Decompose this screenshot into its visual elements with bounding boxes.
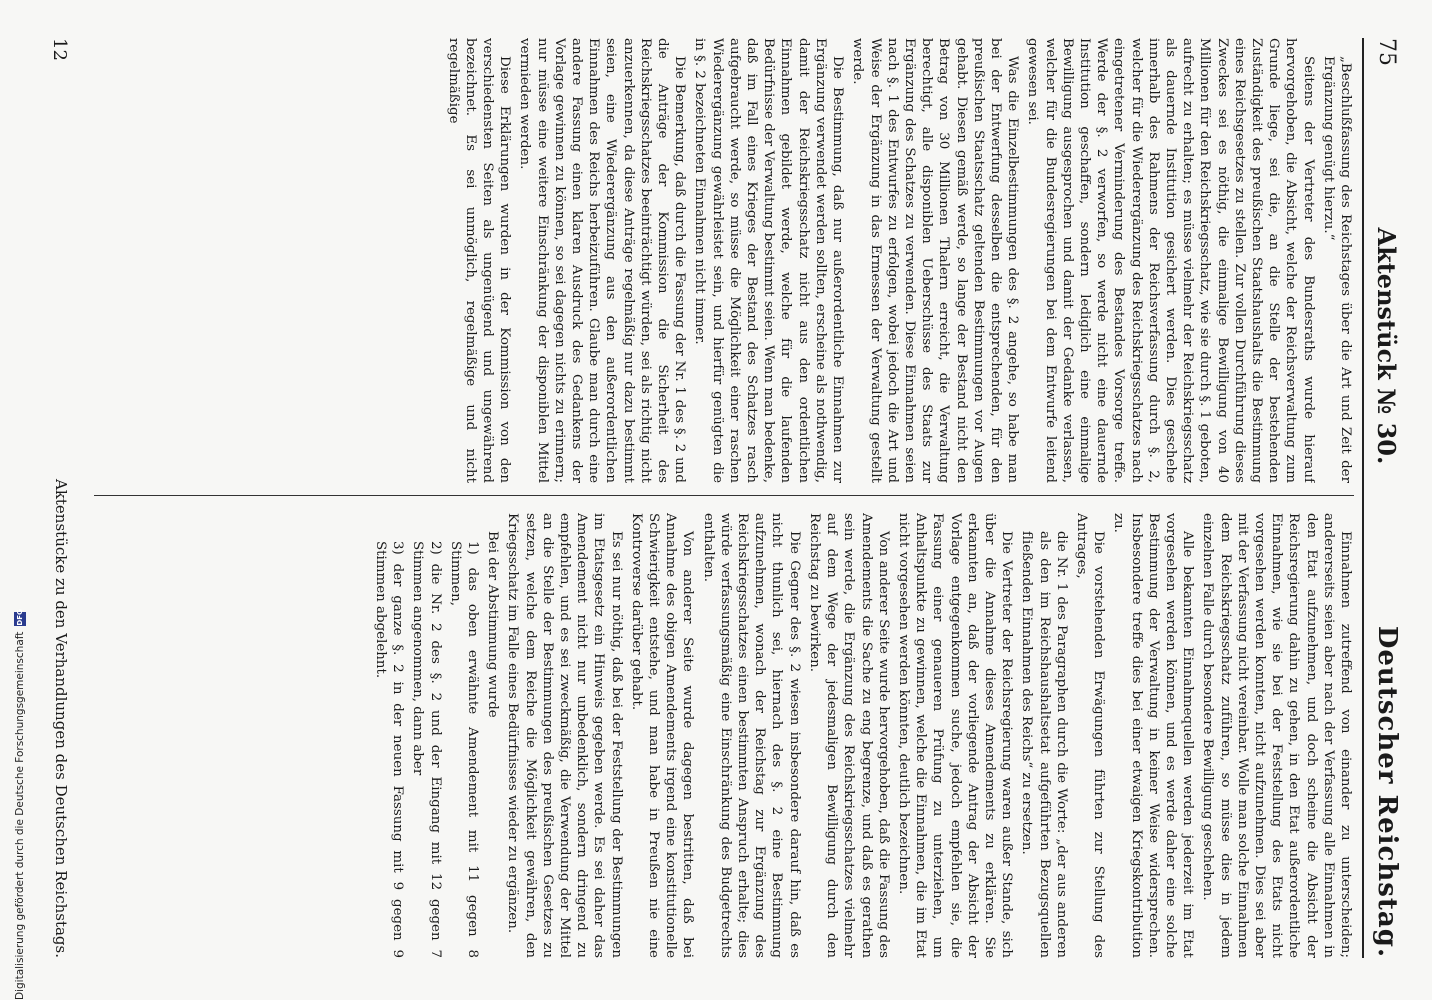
paragraph: Von anderer Seite wurde hervorgehoben, daß die Fassung des Amendements die Sache zu eng begrenze, und daß es gerathen sein werde, die Ergänzung des Reichskriegsschatzes vielmehr auf dem Wege der jedesmaligen Bewilligung durch den Reichstag zu bewirken. [806,513,891,958]
rotated-document-page [20,18,1410,978]
paragraph: Es sei nur nöthig, daß bei der Feststellung der Bestimmungen im Etatsgesetz ein Hinweis gegeben werde. Es sei daher das Amendement nicht nur unbedenklich, sondern dringend zu empfehlen, und es sei zweckmäßig, die Verwendung der Mittel an die Stelle der Bestimmungen des preußischen Gesetzes zu setzen, welche dem Reiche die Möglichkeit gewähren, den Kriegsschatz im Falle eines Bedürfnisses wieder zu ergänzen. [505,513,624,958]
page-number-bottom: 12 [49,38,70,61]
paragraph: Diese Erklärungen wurden in der Kommission von den verschiedensten Seiten als ungenügend und ungewährend bezeichnet. Es sei unmöglich, regelmäßige und nicht regelmäßige [445,38,513,483]
paragraph: Einnahmen zutreffend von einander zu unterscheiden; andererseits seien aber nach der Verfassung alle Einnahmen in den Etat aufzunehmen, und doch scheine die Absicht der Reichsregierung dahin zu gehen, in den Etat außerordentliche Einnahmen, wie sie bei der Feststellung des Etats nicht vorgesehen werden konnten, nicht aufzunehmen. Dies sei aber mit der Verfassung nicht vereinbar. Wolle man solche Einnahmen dem Reichskriegsschatz zuführen, so müsse dies in jedem einzelnen Falle durch besondere Bewilligung geschehen. [1200,513,1353,958]
paragraph: Seitens der Vertreter des Bundesraths wurde hierauf hervorgehoben, die Absicht, welche der Reichsverwaltung zum Grunde liege, sei die, an die Stelle der bestehenden Zuständigkeit des preußischen Staatshaushalts die Bestimmung eines Reichsgesetzes zu stellen. Zur vollen Durchführung dieses Zweckes sei es nöthig, die einmalige Bewilligung von 40 Millionen für den Reichskriegsschatz, wie sie durch §. 1 geboten, aufrecht zu erhalten; es müsse vielmehr der Reichskriegsschatz als dauernde Institution gesichert werden. Dies geschehe innerhalb des Rahmens der Reichsverfassung durch §. 2, welcher für die Wiederergänzung des Reichskriegsschatzes nach eingetretener Verminderung des Bestandes Vorsorge treffe. Werde der §. 2 verworfen, so werde nicht eine dauernde Institution geschaffen, sondern lediglich eine einmalige Bewilligung ausgesprochen und damit der Gedanke verlassen, welcher für die Bundesregierungen bei dem Entwurfe leitend gewesen sei. [1025,38,1316,483]
paragraph: Die Bestimmung, daß nur außerordentliche Einnahmen zur Ergänzung verwendet werden sollten, erscheine als nothwendig, damit der Reichskriegsschatz nicht aus den ordentlichen Einnahmen gebildet werde, welche für die laufenden Bedürfnisse der Verwaltung bestimmt seien. Wenn man bedenke, daß im Fall eines Krieges der Bestand des Schatzes rasch aufgebraucht werde, so müsse die Möglichkeit einer raschen Wiederergänzung gewährleistet sein, und hierfür genügten die in §. 2 bezeichneten Einnahmen nicht immer. [692,38,846,483]
paragraph: „Beschlußfassung des Reichstages über die Art und Zeit der Ergänzung genügt hierzu.“ [1320,56,1353,483]
paragraph: Die Vertreter der Reichsregierung waren außer Stande, sich über die Annahme dieses Amendements zu erklären. Sie erkannten an, daß der vorliegende Antrag der Absicht der Vorlage entgegenkommen suche, jedoch empfehlen sie, die Fassung einer genaueren Prüfung zu unterziehen, um Anhaltspunkte zu gewinnen, welche die Einnahmen, die im Etat nicht vorgesehen werden könnten, deutlich bezeichnen. [895,513,1015,958]
column-divider [94,495,1354,496]
left-column [74,38,1354,483]
page-footer [49,38,70,958]
paragraph: Alle bekannten Einnahmequellen werden jederzeit im Etat vorgesehen werden können, und es werde daher eine solche Bestimmung der Verwaltung in keiner Weise widersprechen. Insbesondere treffe dies bei einer etwaigen Kriegskontribution zu. [1111,513,1196,958]
digitization-note [14,609,26,1000]
paragraph: Die Bemerkung, daß durch die Fassung der Nr. 1 des §. 2 und die Anträge der Kommission die Sicherheit des Reichskriegsschatzes beeinträchtigt würden, sei als richtig nicht anzuerkennen, da diese Anträge regelmäßig nur dazu bestimmt seien, eine Wiederergänzung aus den außerordentlichen Einnahmen des Reichs herbeizuführen. Glaube man durch eine andere Fassung einen klaren Ausdruck des Gedankens der Vorlage gewinnen zu können, so sei dagegen nichts zu erinnern; nur müsse eine weitere Einschränkung der disponiblen Mittel vermieden werden. [517,38,688,483]
paragraph: Die Gegner des §. 2 wiesen insbesondere darauf hin, daß es nicht thunlich sei, hiernach des §. 2 eine Bestimmung aufzunehmen, wonach der Reichstag zur Ergänzung des Reichskriegsschatzes einen bestimmten Anspruch erhalte; dies würde verfassungsmäßig eine Einschränkung des Budgetrechts enthalten. [700,513,802,958]
paragraph: Die vorstehenden Erwägungen führten zur Stellung des Antrages, [1073,513,1107,958]
header-rule [1362,38,1364,958]
page-header [1370,38,1404,958]
vote-item: 1) das oben erwähnte Amendement mit 11 gegen 8 Stimmen, [447,541,481,958]
paragraph: Von anderer Seite wurde dagegen bestritten, daß bei Annahme des obigen Amendements irgend eine konstitutionelle Schwierigkeit entstehe, und man habe in Preußen nie eine Kontroverse darüber gehabt. [628,513,696,958]
journal-title: Deutscher Reichstag. [1372,625,1402,958]
vote-item: 2) die Nr. 2 des §. 2 und der Eingang mit 12 gegen 7 Stimmen angenommen, dann aber [410,541,443,958]
paragraph: die Nr. 1 des Paragraphen durch die Worte: „der aus anderen als den im Reichshaushaltsetat aufgeführten Bezugsquellen fließenden Einnahmen des Reichs“ zu ersetzen. [1019,531,1069,958]
paragraph: Bei der Abstimmung wurde [485,531,501,718]
right-column [74,513,1354,958]
paragraph: Was die Einzelbestimmungen des §. 2 angehe, so habe man bei der Entwerfung desselben die entsprechenden, für den preußischen Staatsschatz geltenden Bestimmungen vor Augen gehabt. Diesen gemäß werde, so lange der Bestand nicht den Betrag von 30 Millionen Thalern erreicht, die Verwaltung berechtigt, alle disponiblen Ueberschüsse des Staats zur Ergänzung des Schatzes zu verwenden. Diese Einnahmen seien nach §. 1 des Entwurfes zu erfolgen, wobei jedoch die Art und Weise der Ergänzung in das Ermessen der Verwaltung gestellt werde. [850,38,1021,483]
page-number-top: 75 [1374,38,1400,66]
dfg-logo: DFG [16,609,24,626]
attachment-number: Aktenstück № 30. [1372,227,1402,465]
vote-item: 3) der ganze §. 2 in der neuen Fassung mit 9 gegen 9 Stimmen abgelehnt. [373,541,406,958]
footer-caption: Aktenstücke zu den Verhandlungen des Deutschen Reichstags. [52,478,70,958]
dfg-note-text: Digitalisierung gefördert durch die Deutsche Forschungsgemeinschaft [14,631,26,1000]
